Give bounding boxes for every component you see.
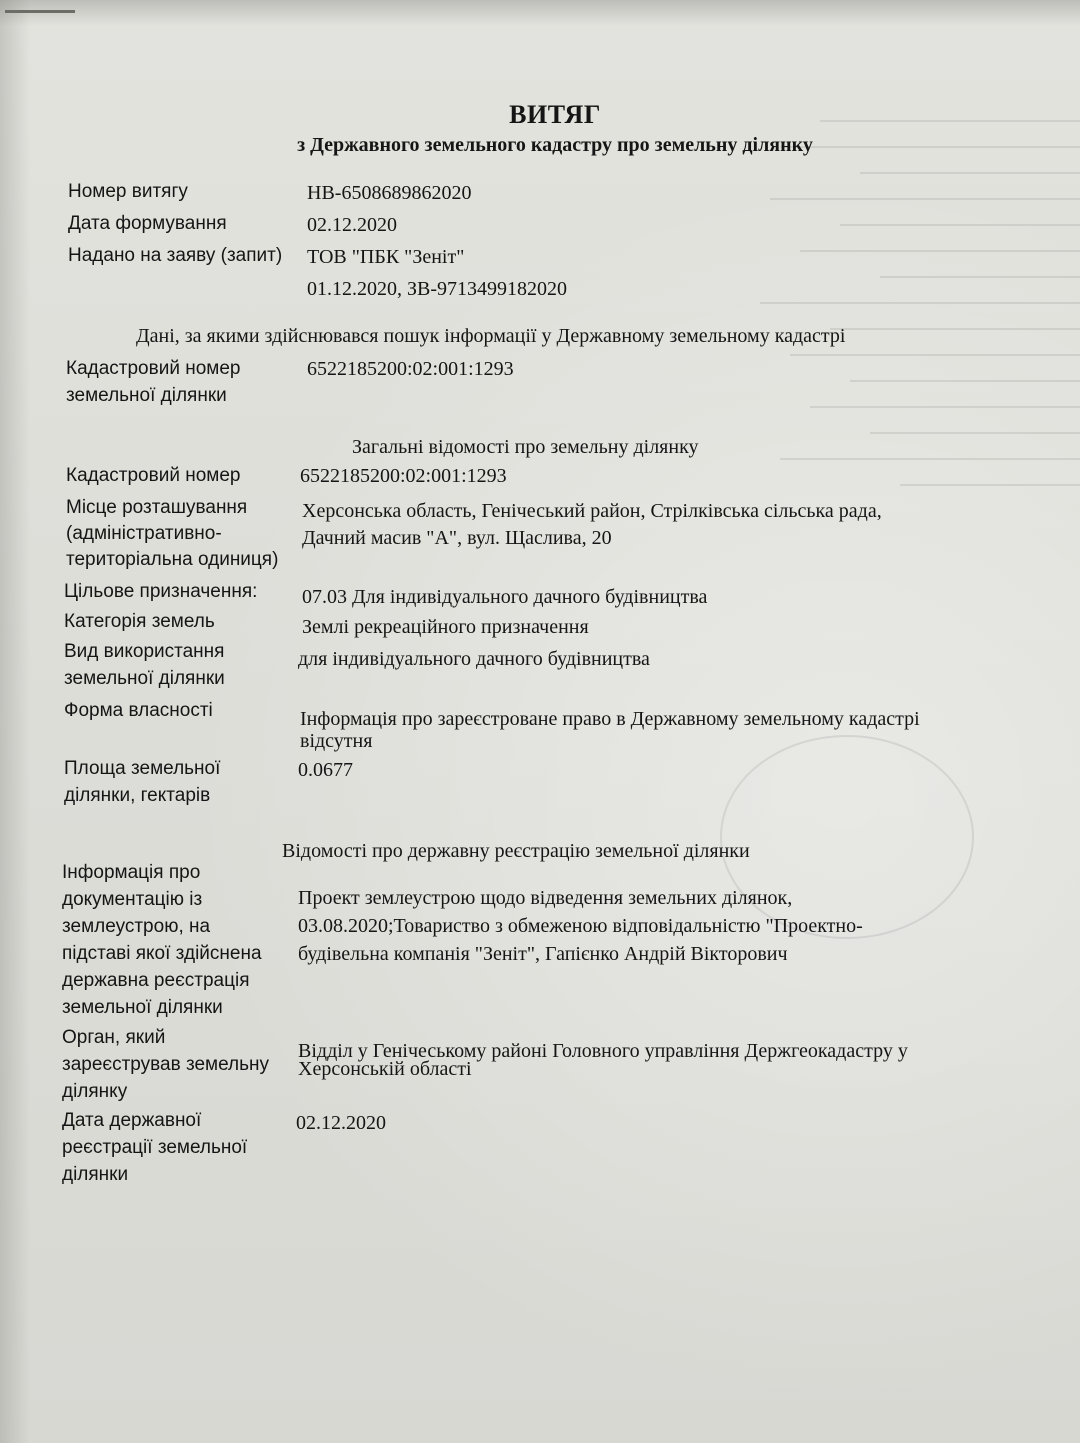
category-label: Категорія земель [64, 611, 215, 632]
location-label-line2: (адміністративно- [66, 523, 222, 544]
land-use-label-line2: земельної ділянки [64, 668, 225, 689]
area-value: 0.0677 [298, 759, 353, 781]
doc-label-line1: Інформація про [62, 862, 201, 883]
document-subtitle: з Державного земельного кадастру про земельну ділянку [297, 134, 813, 156]
authority-label-line1: Орган, який [62, 1027, 166, 1048]
search-section-heading: Дані, за якими здійснювався пошук інформації у Державному земельному кадастрі [136, 325, 846, 347]
registration-date-label-line3: ділянки [62, 1164, 129, 1185]
search-cadastral-label-line2: земельної ділянки [66, 385, 227, 406]
area-label-line2: ділянки, гектарів [64, 785, 211, 806]
general-cadastral-label: Кадастровий номер [66, 465, 241, 486]
doc-label-line4: підставі якої здійснена [62, 943, 262, 964]
extract-date-value: 02.12.2020 [307, 214, 397, 236]
ownership-label: Форма власності [64, 700, 213, 721]
extract-number-label: Номер витягу [68, 181, 188, 202]
authority-label-line2: зареєстрував земельну [62, 1054, 270, 1075]
doc-label-line5: державна реєстрація [62, 970, 250, 991]
extract-number-value: НВ-6508689862020 [307, 182, 472, 204]
ownership-value-line2: відсутня [300, 730, 373, 752]
authority-value-line2: Херсонській області [298, 1058, 472, 1080]
document-title: ВИТЯГ [509, 100, 601, 129]
doc-label-line6: земельної ділянки [62, 997, 223, 1018]
land-use-value: для індивідуального дачного будівництва [298, 648, 650, 670]
doc-value-line2: 03.08.2020;Товариство з обмеженою відповідальністю "Проектно- [298, 915, 863, 937]
authority-value-line1: Відділ у Генічеському районі Головного управління Держгеокадастру у [298, 1040, 908, 1062]
registration-date-value: 02.12.2020 [296, 1112, 386, 1134]
request-label: Надано на заяву (запит) [68, 245, 283, 266]
authority-label-line3: ділянку [62, 1081, 128, 1102]
purpose-label: Цільове призначення: [64, 581, 258, 602]
request-value-line2: 01.12.2020, ЗВ-9713499182020 [307, 278, 568, 300]
general-cadastral-value: 6522185200:02:001:1293 [300, 465, 507, 487]
registration-section-heading: Відомості про державну реєстрацію земельної ділянки [282, 840, 750, 862]
request-value-line1: ТОВ "ПБК "Зеніт" [307, 246, 465, 268]
location-label-line1: Місце розташування [66, 497, 248, 518]
purpose-value: 07.03 Для індивідуального дачного будівництва [302, 586, 708, 608]
page-shadow-top [0, 0, 1080, 26]
land-use-label-line1: Вид використання [64, 641, 225, 662]
category-value: Землі рекреаційного призначення [302, 616, 589, 638]
location-value-line1: Херсонська область, Генічеський район, Стрілківська сільська рада, [302, 500, 882, 522]
search-cadastral-label-line1: Кадастровий номер [66, 358, 241, 379]
general-section-heading: Загальні відомості про земельну ділянку [352, 436, 699, 458]
search-cadastral-value: 6522185200:02:001:1293 [307, 358, 514, 380]
registration-date-label-line1: Дата державної [62, 1110, 202, 1131]
page-shadow-left [0, 0, 30, 1443]
doc-value-line3: будівельна компанія "Зеніт", Гапієнко Андрій Вікторович [298, 943, 788, 965]
doc-label-line2: документацію із [62, 889, 203, 910]
registration-date-label-line2: реєстрації земельної [62, 1137, 248, 1158]
location-value-line2: Дачний масив "А", вул. Щаслива, 20 [302, 527, 612, 549]
doc-value-line1: Проект землеустрою щодо відведення земельних ділянок, [298, 887, 793, 909]
location-label-line3: територіальна одиниця) [66, 549, 279, 570]
corner-mark [5, 10, 75, 13]
doc-label-line3: землеустрою, на [62, 916, 211, 937]
area-label-line1: Площа земельної [64, 758, 221, 779]
ownership-value-line1: Інформація про зареєстроване право в Державному земельному кадастрі [300, 708, 920, 730]
extract-date-label: Дата формування [68, 213, 227, 234]
